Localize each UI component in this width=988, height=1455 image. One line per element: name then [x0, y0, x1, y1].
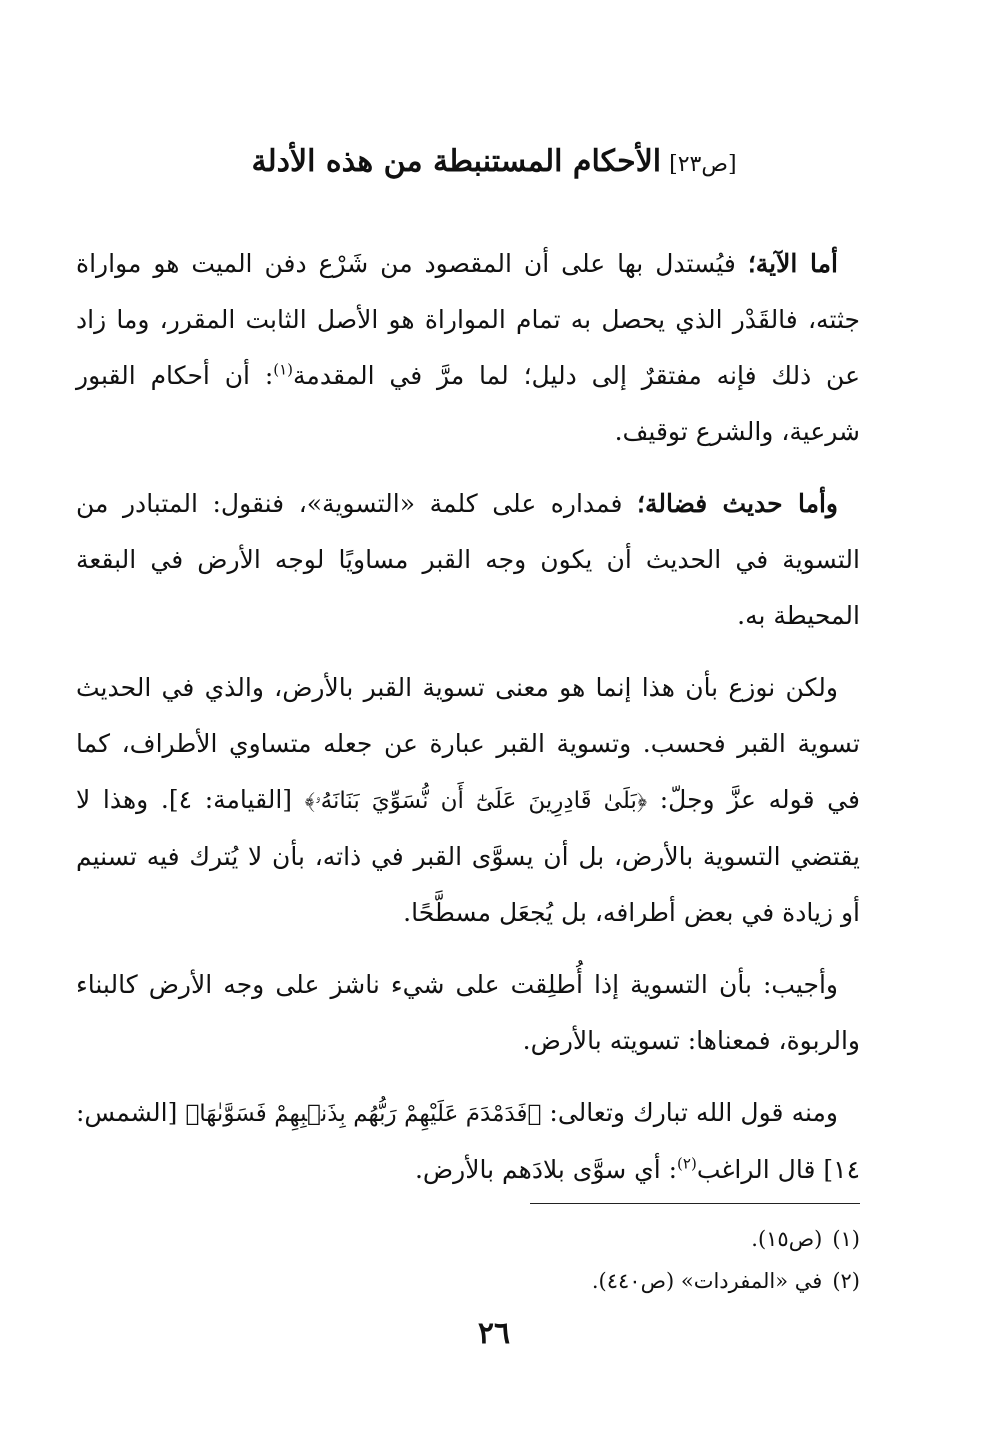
paragraph-fadala-hadith	[76, 476, 860, 644]
footnote-marker: (٢)	[832, 1269, 860, 1293]
heading-page-reference: [ص٢٣]	[669, 152, 737, 177]
page-number: ٢٦	[477, 1316, 511, 1351]
footnote-2	[360, 1260, 860, 1302]
footnote-marker: (١)	[832, 1227, 860, 1251]
paragraph-verse-ruling	[76, 236, 860, 460]
paragraph-shams-verse	[76, 1085, 860, 1198]
section-heading	[200, 138, 788, 189]
paragraph-text: فيُستدل بها على أن المقصود من شَرْع دفن الميت هو مواراة جثته، فالقَدْر الذي يحصل به تمام المواراة هو الأصل الثابت المقرر، وما زاد عن ذلك فإنه مفتقرٌ إلى دليل؛ لما مرَّ في المقدمة	[76, 249, 860, 390]
footnote-text: (ص١٥).	[751, 1227, 823, 1251]
paragraph-lead-hadith: وأما حديث فضالة؛	[637, 489, 838, 518]
paragraph-lead-verse: أما الآية؛	[747, 249, 838, 278]
paragraph-text: : أي سوَّى بلادَهم بالأرض.	[414, 1155, 678, 1184]
verse-citation: [الشمس: ١٤]	[76, 1098, 860, 1184]
heading-title: الأحكام المستنبطة من هذه الأدلة	[251, 144, 662, 179]
paragraph-text: فمداره على كلمة «التسوية»، فنقول: المتبادر من التسوية في الحديث أن يكون وجه القبر مساويًا لوجه الأرض في البقعة المحيطة به.	[76, 489, 860, 630]
paragraph-answer	[76, 957, 860, 1069]
paragraph-text: . وهذا لا يقتضي التسوية بالأرض، بل أن يسوَّى القبر في ذاته، بأن لا يُترك فيه تسنيم أو زيادة في بعض أطرافه، بل يُجعَل مسطَّحًا.	[76, 785, 860, 927]
paragraph-objection	[76, 660, 860, 941]
footnote-separator	[530, 1203, 860, 1204]
footnote-reference-1: (١)	[273, 360, 294, 379]
footnote-reference-2: (٢)	[677, 1154, 697, 1173]
paragraph-text: : أن أحكام القبور شرعية، والشرع توقيف.	[76, 361, 860, 446]
footnotes	[360, 1218, 860, 1302]
verse-citation: [القيامة: ٤]	[168, 785, 305, 814]
footnote-1	[360, 1218, 860, 1260]
quran-verse-qiyamah: ﴿بَلَىٰ قَادِرِينَ عَلَىٰٓ أَن نُّسَوِّيَ بَنَانَهُۥ﴾	[304, 788, 648, 814]
paragraph-text: وأجيب: بأن التسوية إذا أُطلِقت على شيء ناشز على وجه الأرض كالبناء والربوة، فمعناها: تسويته بالأرض.	[76, 970, 860, 1055]
paragraph-text: قال الراغب	[696, 1155, 824, 1184]
body-text	[76, 236, 860, 1214]
paragraph-text: ولكن نوزع بأن هذا إنما هو معنى تسوية القبر بالأرض، والذي في الحديث تسوية القبر فحسب. وتسوية القبر عبارة عن جعله متساوي الأطراف، كما في قوله عزَّ وجلّ:	[76, 673, 860, 814]
paragraph-text: ومنه قول الله تبارك وتعالى:	[541, 1098, 838, 1127]
footnote-text: في «المفردات» (ص٤٤٠).	[591, 1269, 823, 1293]
quran-verse-shams: ﴿فَدَمْدَمَ عَلَيْهِمْ رَبُّهُم بِذَنۢبِهِمْ فَسَوَّىٰهَا﴾	[185, 1101, 542, 1127]
